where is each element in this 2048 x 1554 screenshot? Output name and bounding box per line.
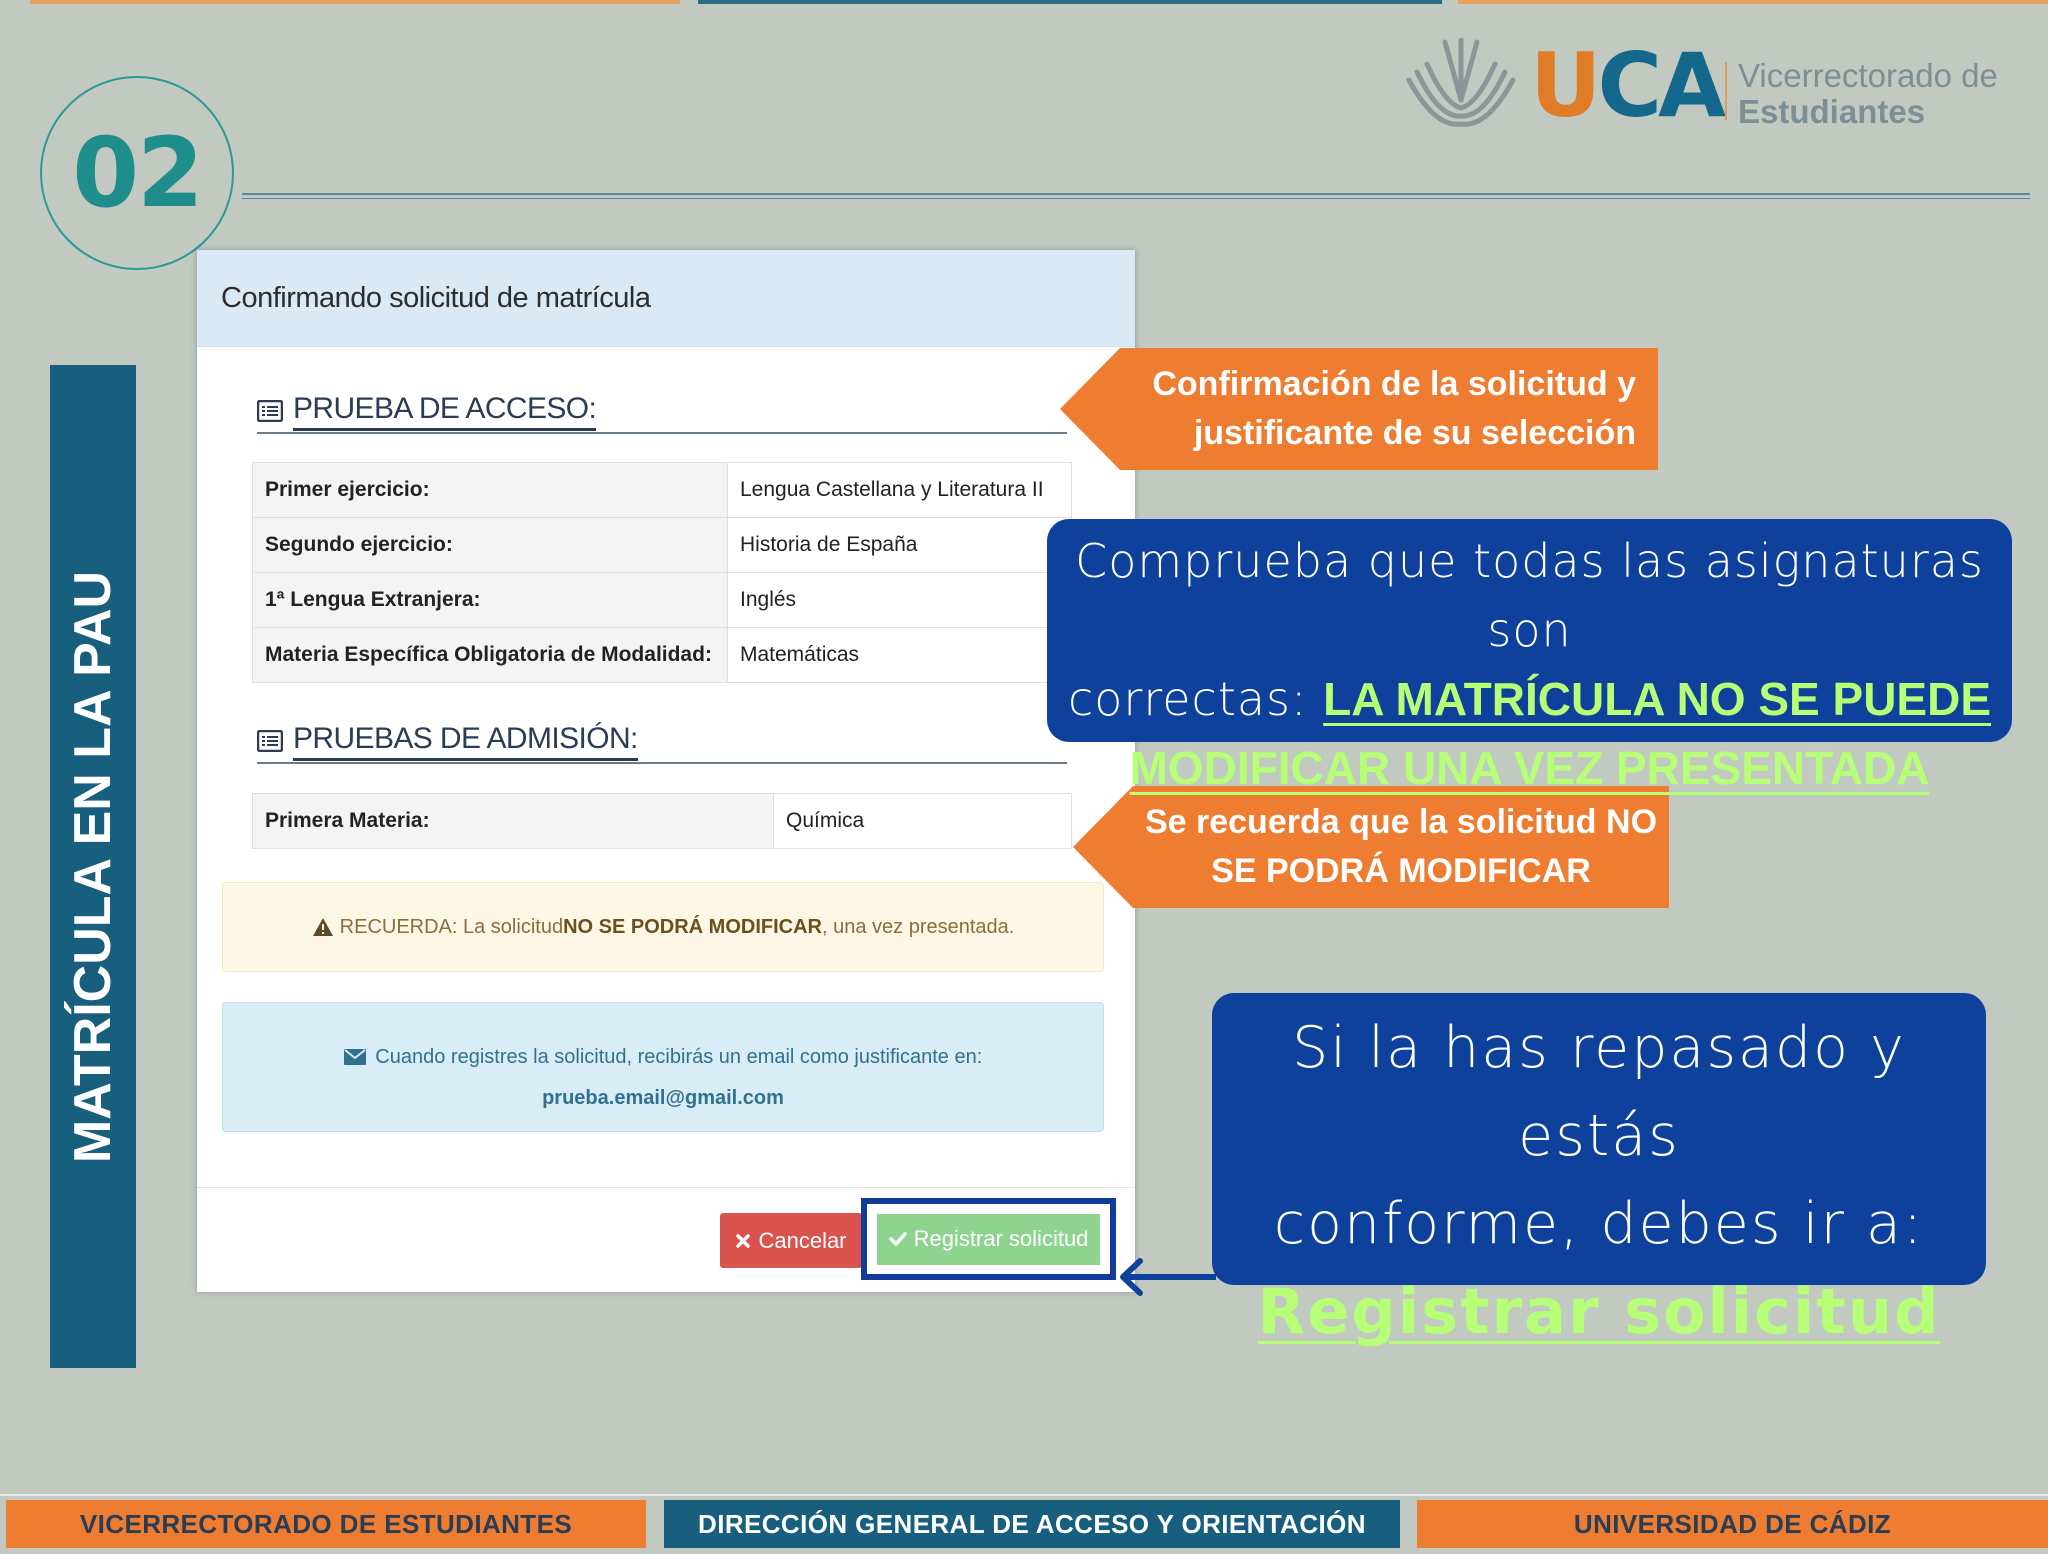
email-info-text: Cuando registres la solicitud, recibirás un email como justificante en: — [375, 1046, 983, 1068]
row-label: Materia Específica Obligatoria de Modalidad: — [253, 628, 728, 683]
register-button-highlight — [861, 1198, 1116, 1280]
top-strip-right — [1458, 0, 2048, 4]
check-box-line3-highlight: MODIFICAR UNA VEZ PRESENTADA — [1129, 742, 1930, 794]
header-rule — [242, 193, 2030, 195]
warning-text-prefix: RECUERDA: La solicitud — [339, 915, 564, 938]
check-subjects-box — [1047, 519, 2012, 794]
register-instruction-box — [1212, 993, 1986, 1348]
access-section-title — [257, 392, 1067, 434]
step-number: 02 — [72, 117, 202, 229]
no-modify-callout-line2: SE PODRÁ MODIFICAR — [1211, 852, 1591, 890]
row-value: Química — [774, 794, 1072, 849]
warning-icon — [312, 917, 334, 937]
row-value: Matemáticas — [728, 628, 1072, 683]
no-modify-callout — [1133, 786, 1669, 908]
side-title: MATRÍCULA EN LA PAU — [64, 570, 122, 1163]
logo-separator — [1725, 62, 1727, 120]
footer-rule — [0, 1494, 2048, 1496]
row-value: Historia de España — [728, 518, 1072, 573]
checkmark-icon — [889, 1231, 907, 1247]
no-modify-callout-line1: Se recuerda que la solicitud NO — [1144, 803, 1658, 841]
side-title-bar — [50, 365, 136, 1368]
row-label: Segundo ejercicio: — [253, 518, 728, 573]
list-alt-icon — [257, 400, 283, 422]
footer-left: VICERRECTORADO DE ESTUDIANTES — [6, 1500, 646, 1548]
table-row — [253, 573, 1072, 628]
top-strip-left — [30, 0, 680, 4]
register-box-line2: conforme, debes ir a: — [1273, 1191, 1925, 1257]
uca-logo — [1405, 34, 2025, 138]
check-box-line2-plain: correctas: — [1067, 672, 1324, 726]
row-label: 1ª Lengua Extranjera: — [253, 573, 728, 628]
row-label: Primer ejercicio: — [253, 463, 728, 518]
register-box-highlight: Registrar solicitud — [1257, 1275, 1941, 1348]
footer-middle: DIRECCIÓN GENERAL DE ACCESO Y ORIENTACIÓN — [664, 1500, 1400, 1548]
access-table — [252, 462, 1072, 683]
arrow-left-icon — [1118, 1256, 1218, 1296]
table-row — [253, 628, 1072, 683]
logo-subtitle — [1738, 58, 1998, 130]
admission-section-label: PRUEBAS DE ADMISIÓN: — [293, 722, 638, 761]
close-icon — [735, 1233, 751, 1249]
uca-wordmark — [1530, 34, 1723, 137]
confirm-callout-line1: Confirmación de la solicitud y — [1152, 365, 1636, 403]
top-strip-middle — [698, 0, 1442, 4]
email-info-alert — [222, 1002, 1104, 1132]
admission-table — [252, 793, 1072, 849]
uca-emblem-icon — [1405, 38, 1517, 130]
access-section-label: PRUEBA DE ACCESO: — [293, 392, 596, 431]
check-box-line2-highlight: LA MATRÍCULA NO SE PUEDE — [1323, 673, 1991, 725]
check-box-line1: Comprueba que todas las asignaturas son — [1075, 534, 1984, 657]
list-alt-icon — [257, 730, 283, 752]
table-row — [253, 794, 1072, 849]
row-label: Primera Materia: — [253, 794, 774, 849]
cancel-button-label: Cancelar — [758, 1227, 847, 1253]
cancel-button[interactable] — [720, 1213, 862, 1268]
dialog-footer-divider — [197, 1187, 1135, 1188]
logo-subtitle-line1: Vicerrectorado de — [1738, 57, 1998, 94]
warning-text-bold: NO SE PODRÁ MODIFICAR — [563, 915, 822, 938]
step-badge — [40, 76, 234, 270]
uca-wordmark-ca: CA — [1597, 34, 1723, 137]
dialog-title: Confirmando solicitud de matrícula — [197, 250, 1135, 347]
table-row — [253, 463, 1072, 518]
row-value: Lengua Castellana y Literatura II — [728, 463, 1072, 518]
warning-alert — [222, 882, 1104, 972]
row-value: Inglés — [728, 573, 1072, 628]
confirm-dialog — [197, 250, 1135, 1292]
email-address: prueba.email@gmail.com — [542, 1087, 784, 1109]
register-box-line1: Si la has repasado y estás — [1292, 1015, 1906, 1169]
confirm-callout-line2: justificante de su selección — [1193, 414, 1636, 452]
footer-right: UNIVERSIDAD DE CÁDIZ — [1417, 1500, 2048, 1548]
register-button[interactable] — [877, 1214, 1100, 1265]
admission-section-title — [257, 722, 1067, 764]
confirm-callout — [1120, 348, 1658, 470]
register-button-label: Registrar solicitud — [913, 1226, 1089, 1251]
warning-text-suffix: , una vez presentada. — [821, 915, 1015, 938]
table-row — [253, 518, 1072, 573]
uca-wordmark-u: U — [1530, 34, 1598, 137]
header-rule-thin — [242, 198, 2030, 199]
logo-subtitle-line2: Estudiantes — [1738, 93, 1926, 130]
envelope-icon — [344, 1049, 366, 1065]
